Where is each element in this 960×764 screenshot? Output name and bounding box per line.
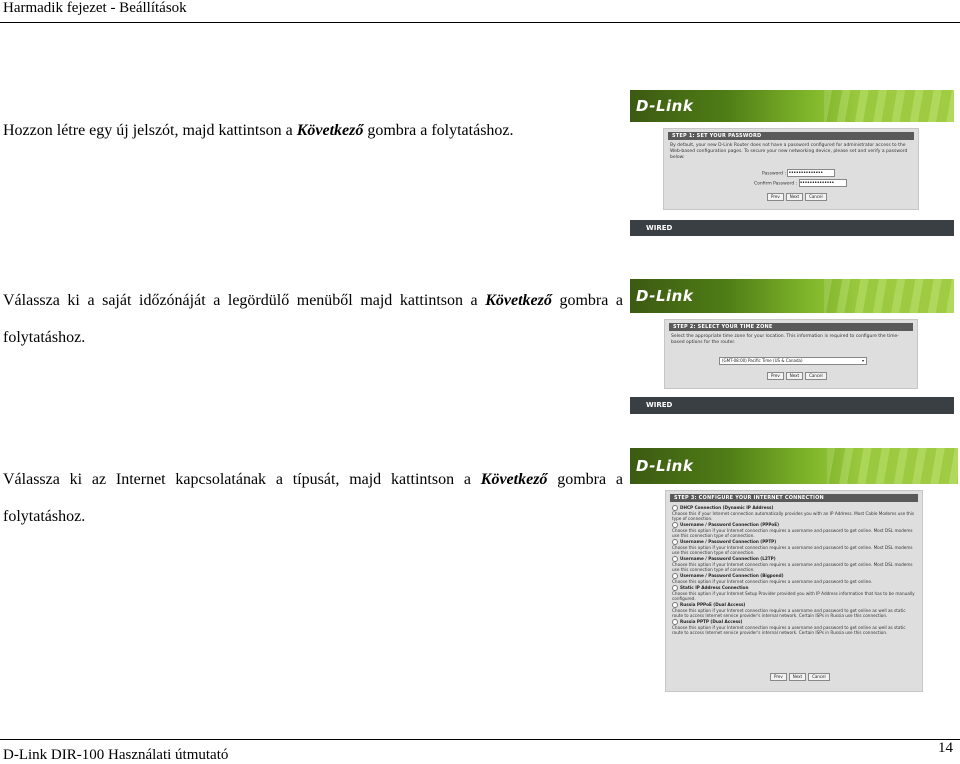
- connection-option[interactable]: Russia PPPoE (Dual Access) Choose this option if your Internet connection requires a username and password to get online as well as static route to access Internet service provider's internal network. Certain ISPs in Russia use this connection.: [672, 602, 906, 618]
- password-row: Password : ••••••••••••••: [762, 169, 835, 177]
- chevron-down-icon: ▾: [861, 358, 864, 363]
- step-description: By default, your new D-Link Router does not have a password configured for administrator access to the Web-based configuration pages. To secure your new networking device, please set and verify a password below:: [670, 143, 908, 160]
- connection-options: [666, 505, 922, 635]
- dlink-banner: [630, 90, 954, 122]
- connection-option[interactable]: DHCP Connection (Dynamic IP Address) Choose this if your Internet connection automatically provides you with an IP Address. Most Cable Modems use this type of connection.: [672, 505, 915, 521]
- connection-option[interactable]: Username / Password Connection (PPTP) Choose this option if your Internet connection requires a username and password to get online. Most DSL modems use this connection type of connection.: [672, 539, 913, 555]
- next-button[interactable]: Next: [786, 193, 803, 201]
- prev-button[interactable]: Prev: [770, 673, 787, 681]
- next-button[interactable]: Next: [786, 372, 803, 380]
- timezone-screenshot: [630, 279, 954, 415]
- timezone-panel: [664, 319, 918, 389]
- footer-text: D-Link DIR-100 Használati útmutató: [3, 747, 229, 763]
- connection-option[interactable]: Username / Password Connection (Bigpond) Choose this option if your Internet connection requires a username and password to get online.: [672, 573, 873, 584]
- password-panel: [663, 128, 919, 210]
- wizard-buttons: [770, 673, 830, 681]
- internet-panel: [665, 490, 923, 692]
- next-button[interactable]: Next: [789, 673, 806, 681]
- page-header: Harmadik fejezet - Beállítások: [3, 0, 187, 16]
- wired-bar: WIRED: [630, 397, 954, 414]
- connection-option[interactable]: Username / Password Connection (L2TP) Choose this option if your Internet connection requires a username and password to get online. Most DSL modems use this connection type of connection.: [672, 556, 913, 572]
- header-rule: [0, 22, 960, 23]
- step-title: STEP 3: CONFIGURE YOUR INTERNET CONNECTION: [670, 494, 918, 502]
- cancel-button[interactable]: Cancel: [805, 372, 827, 380]
- connection-option[interactable]: Russia PPTP (Dual Access) Choose this option if your Internet connection requires a username and password to get online as well as static route to access Internet service provider's internal network. Certain ISPs in Russia use this connection.: [672, 619, 906, 635]
- instruction-paragraph-3: Válassza ki az Internet kapcsolatának a típusát, majd kattintson a Következő gombra a folytatáshoz.: [3, 471, 623, 525]
- internet-screenshot: [630, 448, 958, 692]
- password-screenshot: [630, 90, 954, 236]
- prev-button[interactable]: Prev: [767, 193, 784, 201]
- confirm-password-row: Confirm Password : ••••••••••••••: [754, 179, 847, 187]
- wired-bar: WIRED: [630, 220, 954, 236]
- dlink-logo: D-Link: [636, 287, 694, 305]
- next-keyword: Következő: [296, 122, 364, 139]
- dlink-banner: [630, 448, 958, 484]
- cancel-button[interactable]: Cancel: [805, 193, 827, 201]
- dlink-logo: D-Link: [636, 457, 694, 475]
- next-keyword: Következő: [480, 471, 548, 488]
- wizard-buttons: [767, 372, 827, 380]
- confirm-password-input[interactable]: ••••••••••••••: [799, 179, 847, 187]
- password-input[interactable]: ••••••••••••••: [787, 169, 835, 177]
- step-description: Select the appropriate time zone for your location. This information is required to configure the time-based options for the router.: [671, 334, 899, 345]
- dlink-logo: D-Link: [636, 97, 694, 115]
- wizard-buttons: [767, 193, 827, 201]
- dlink-banner: [630, 279, 954, 313]
- cancel-button[interactable]: Cancel: [808, 673, 830, 681]
- connection-option[interactable]: Username / Password Connection (PPPoE) Choose this option if your Internet connection requires a username and password to get online. Most DSL modems use this connection type of connection.: [672, 522, 913, 538]
- footer-rule: [0, 739, 960, 740]
- instruction-paragraph-2: Válassza ki a saját időzónáját a legördülő menüből majd kattintson a Következő gombra a folytatáshoz.: [3, 292, 624, 346]
- step-title: STEP 1: SET YOUR PASSWORD: [668, 132, 914, 140]
- step-title: STEP 2: SELECT YOUR TIME ZONE: [669, 323, 913, 331]
- page-number: 14: [938, 740, 953, 756]
- timezone-select[interactable]: (GMT-08:00) Pacific Time (US & Canada) ▾: [719, 357, 867, 365]
- connection-option[interactable]: Static IP Address Connection Choose this option if your Internet Setup Provider provided you with IP Address information that has to be manually configured.: [672, 585, 915, 601]
- next-keyword: Következő: [485, 292, 552, 309]
- prev-button[interactable]: Prev: [767, 372, 784, 380]
- instruction-paragraph-1: Hozzon létre egy új jelszót, majd kattintson a Következő gombra a folytatáshoz.: [3, 122, 514, 139]
